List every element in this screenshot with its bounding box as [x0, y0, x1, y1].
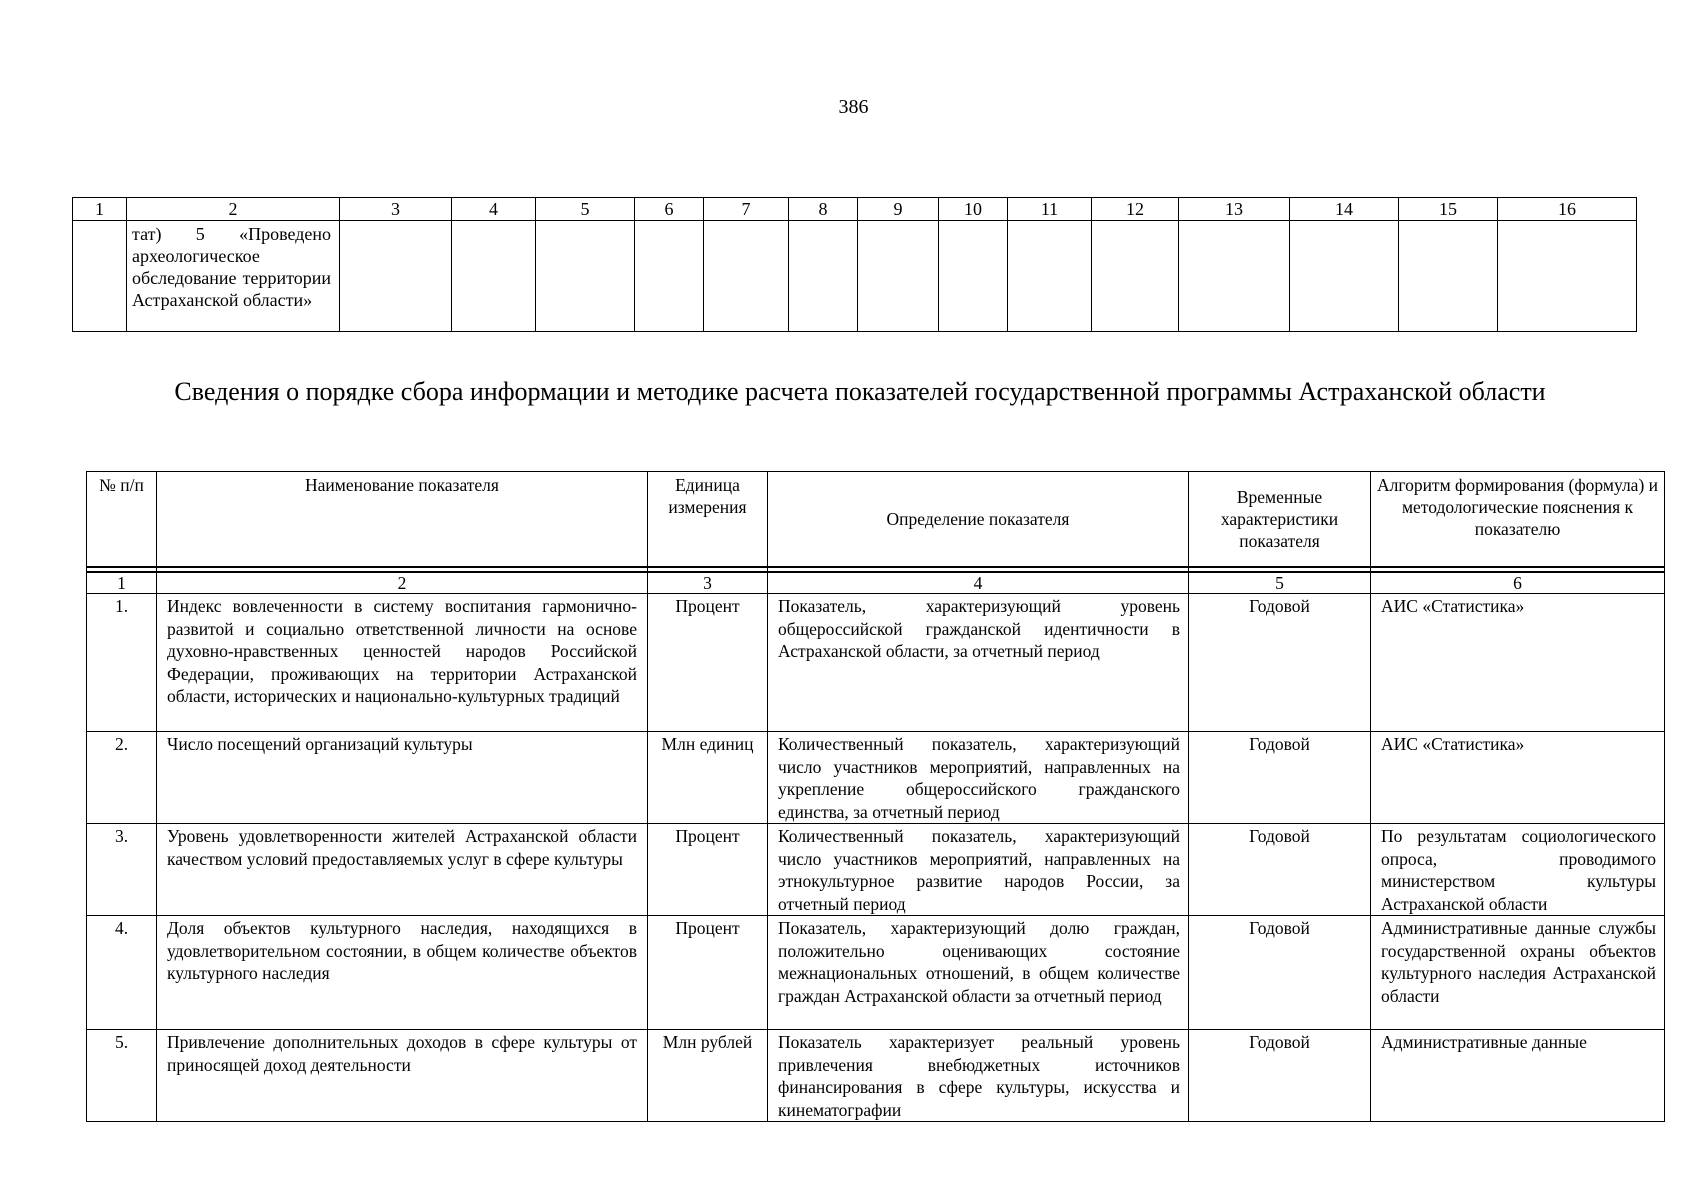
indicator-algorithm: Административные данные службы государственной охраны объектов культурного наследия Астраханской области: [1371, 916, 1665, 1030]
result-description: тат) 5 «Проведено археологическое обследование территории Астраханской области»: [132, 224, 331, 310]
indicator-unit: Млн рублей: [648, 1030, 768, 1122]
table-row: [87, 1030, 1665, 1122]
indicator-definition: Количественный показатель, характеризующий число участников мероприятий, направленных на этнокультурное развитие народов России, за отчетный период: [768, 824, 1189, 916]
indicator-unit: Процент: [648, 916, 768, 1030]
column-number-row: [73, 198, 1637, 221]
row-number: 3.: [87, 824, 157, 916]
column-number: 12: [1092, 198, 1179, 221]
column-number: 2: [157, 572, 648, 594]
indicator-time: Годовой: [1189, 732, 1371, 824]
indicator-time: Годовой: [1189, 1030, 1371, 1122]
header-algorithm: Алгоритм формирования (формула) и методологические пояснения к показателю: [1371, 472, 1665, 568]
header-row: [87, 472, 1665, 568]
indicator-time: Годовой: [1189, 916, 1371, 1030]
column-number: 3: [340, 198, 452, 221]
column-number: 1: [73, 198, 127, 221]
table-row: [87, 916, 1665, 1030]
indicator-algorithm: Административные данные: [1371, 1030, 1665, 1122]
header-name: Наименование показателя: [157, 472, 648, 568]
row-number: 1.: [87, 594, 157, 732]
column-number: 9: [858, 198, 939, 221]
header-time: Временные характеристики показателя: [1189, 472, 1371, 568]
column-number: 7: [704, 198, 789, 221]
column-number: 4: [768, 572, 1189, 594]
indicator-definition: Показатель характеризует реальный уровень привлечения внебюджетных источников финансирования в сфере культуры, искусства и кинематографии: [768, 1030, 1189, 1122]
column-number: 4: [452, 198, 536, 221]
column-number: 1: [87, 572, 157, 594]
indicator-definition: Показатель, характеризующий долю граждан, положительно оценивающих состояние межнациональных отношений, в общем количестве граждан Астраханской области за отчетный период: [768, 916, 1189, 1030]
column-number: 16: [1498, 198, 1637, 221]
row-number: 5.: [87, 1030, 157, 1122]
column-number: 8: [789, 198, 858, 221]
indicator-name: Индекс вовлеченности в систему воспитания гармонично-развитой и социально ответственной личности на основе духовно-нравственных ценностей народов Российской Федерации, проживающих на территории Астраханской области, исторических и национально-культурных традиций: [157, 594, 648, 732]
column-number: 14: [1290, 198, 1399, 221]
indicator-unit: Процент: [648, 594, 768, 732]
indicator-definition: Показатель, характеризующий уровень общероссийской гражданской идентичности в Астраханской области, за отчетный период: [768, 594, 1189, 732]
indicator-time: Годовой: [1189, 824, 1371, 916]
table-row: [87, 594, 1665, 732]
indicator-name: Число посещений организаций культуры: [157, 732, 648, 824]
table-row: [87, 732, 1665, 824]
indicator-algorithm: АИС «Статистика»: [1371, 732, 1665, 824]
column-number: 11: [1008, 198, 1092, 221]
column-number: 15: [1399, 198, 1498, 221]
page-number: 386: [838, 96, 869, 118]
indicator-algorithm: По результатам социологического опроса, проводимого министерством культуры Астраханской области: [1371, 824, 1665, 916]
indicator-algorithm: АИС «Статистика»: [1371, 594, 1665, 732]
section-title: Сведения о порядке сбора информации и методике расчета показателей государственной программы Астраханской области: [174, 377, 1546, 406]
row-number: 4.: [87, 916, 157, 1030]
header-unit: Единица измерения: [648, 472, 768, 568]
column-number: 5: [1189, 572, 1371, 594]
header-num: № п/п: [87, 472, 157, 568]
indicator-name: Уровень удовлетворенности жителей Астраханской области качеством условий предоставляемых услуг в сфере культуры: [157, 824, 648, 916]
table-row: [87, 824, 1665, 916]
column-number: 5: [536, 198, 635, 221]
column-number: 10: [939, 198, 1008, 221]
table-row: [73, 221, 1637, 332]
row-number: 2.: [87, 732, 157, 824]
indicator-definition: Количественный показатель, характеризующий число участников мероприятий, направленных на укрепление общероссийского гражданского единства, за отчетный период: [768, 732, 1189, 824]
column-number: 3: [648, 572, 768, 594]
column-number-row: [87, 572, 1665, 594]
column-number: 2: [127, 198, 340, 221]
indicator-unit: Млн единиц: [648, 732, 768, 824]
indicator-time: Годовой: [1189, 594, 1371, 732]
indicator-name: Доля объектов культурного наследия, находящихся в удовлетворительном состоянии, в общем количестве объектов культурного наследия: [157, 916, 648, 1030]
column-number: 13: [1179, 198, 1290, 221]
indicator-unit: Процент: [648, 824, 768, 916]
header-definition: Определение показателя: [768, 472, 1189, 568]
continuation-table: [72, 197, 1637, 332]
indicator-name: Привлечение дополнительных доходов в сфере культуры от приносящей доход деятельности: [157, 1030, 648, 1122]
column-number: 6: [635, 198, 704, 221]
indicators-table: [86, 471, 1665, 1122]
column-number: 6: [1371, 572, 1665, 594]
